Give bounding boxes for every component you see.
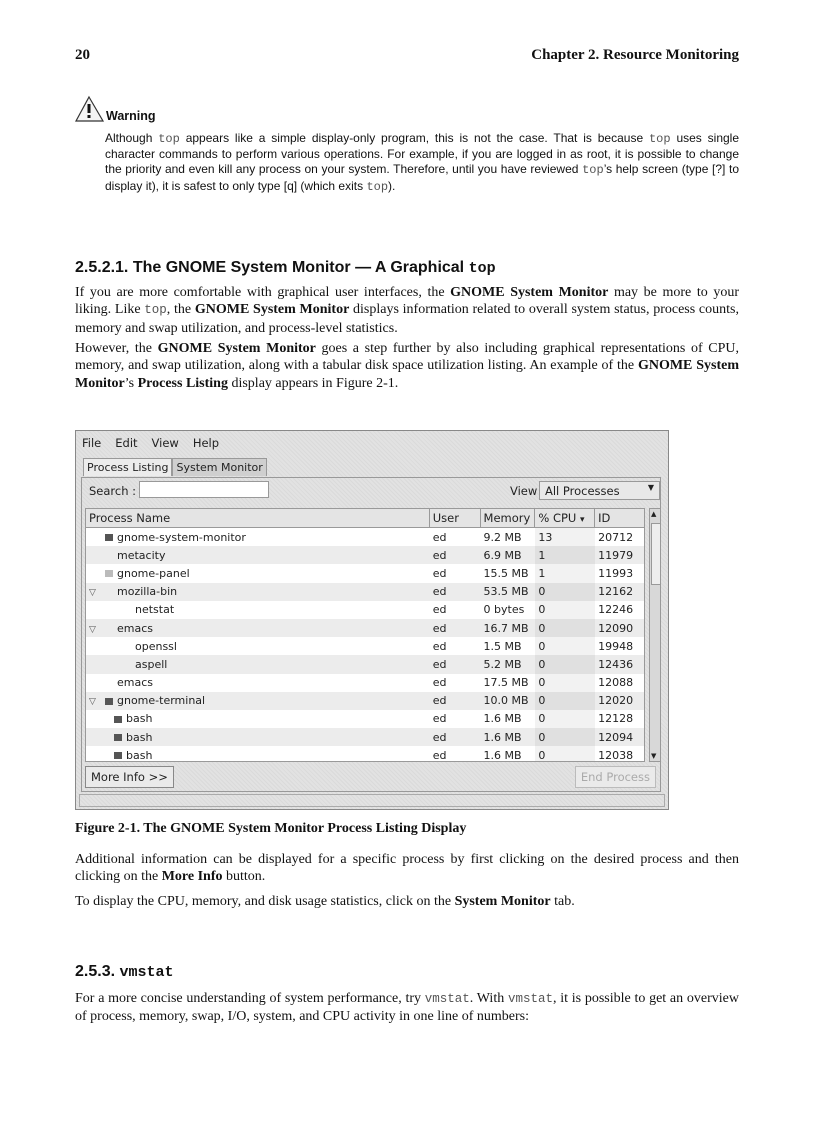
- pid-cell: 12020: [598, 694, 634, 708]
- process-app-icon: [105, 570, 113, 577]
- cpu-cell: 1: [535, 564, 595, 582]
- text-run: ’s help screen (type [?] to display it), it is safest to only type [q] (which exits: [105, 162, 740, 193]
- text-run: appears like a simple display-only program, this is not the case. That is because: [179, 131, 649, 145]
- process-name-cell: [86, 531, 430, 544]
- end-process-button[interactable]: End Process: [575, 766, 656, 788]
- cpu-cell: 0: [535, 692, 595, 710]
- cpu-cell: 0: [535, 655, 595, 673]
- bold-term: GNOME System Monitor: [157, 341, 316, 356]
- pid-cell: 12246: [598, 603, 634, 617]
- page-number: 20: [75, 47, 90, 63]
- menu-file[interactable]: File: [82, 436, 102, 450]
- memory-cell: 1.6 MB: [483, 730, 522, 744]
- memory-cell: 5.2 MB: [483, 657, 522, 671]
- tab-process-listing[interactable]: Process Listing: [83, 458, 172, 476]
- process-table: [85, 508, 645, 762]
- text-run: tab.: [550, 894, 575, 909]
- process-name-cell: [86, 749, 430, 762]
- chapter-title: Chapter 2. Resource Monitoring: [531, 47, 739, 63]
- process-name: openssl: [135, 639, 177, 653]
- table-body: [86, 528, 644, 762]
- menu-help[interactable]: Help: [192, 436, 220, 450]
- vmstat-paragraph: [75, 990, 739, 1026]
- table-header: [86, 509, 644, 528]
- user-cell: ed: [432, 730, 447, 744]
- process-name: gnome-panel: [117, 566, 190, 580]
- view-dropdown-value: All Processes: [545, 484, 620, 498]
- process-name: netstat: [135, 603, 175, 617]
- cpu-cell: 0: [535, 583, 595, 601]
- process-listing-panel: [81, 477, 661, 792]
- user-cell: ed: [432, 676, 447, 690]
- memory-cell: 10.0 MB: [483, 694, 529, 708]
- process-name: emacs: [117, 621, 154, 635]
- table-row[interactable]: [86, 674, 644, 692]
- memory-cell: 16.7 MB: [483, 621, 529, 635]
- text-run: , it is possible to get an overview of process, memory, swap, I/O, system, and CPU activity in one line of numbers:: [75, 991, 739, 1025]
- process-app-icon: [114, 734, 122, 741]
- cpu-cell: 0: [535, 674, 595, 692]
- warning-title: Warning: [106, 109, 156, 123]
- process-app-icon: [105, 534, 113, 541]
- table-row[interactable]: [86, 637, 644, 655]
- column-header-memory[interactable]: Memory: [481, 509, 536, 527]
- after-paragraph-2: [75, 893, 739, 910]
- scrollbar-thumb[interactable]: [651, 523, 661, 585]
- user-cell: ed: [432, 603, 447, 617]
- expander-triangle-icon[interactable]: ▽: [89, 588, 96, 599]
- figure-caption: Figure 2-1. The GNOME System Monitor Process Listing Display: [75, 821, 467, 836]
- user-cell: ed: [432, 657, 447, 671]
- menu-bar: [82, 436, 219, 450]
- text-run: ).: [388, 178, 396, 193]
- process-name: bash: [126, 712, 153, 726]
- process-name-cell: [86, 585, 430, 598]
- process-app-icon: [114, 752, 122, 759]
- expander-triangle-icon[interactable]: ▽: [89, 697, 96, 708]
- process-name-cell: [86, 622, 430, 635]
- pid-cell: 12162: [598, 585, 634, 599]
- table-row[interactable]: [86, 728, 644, 746]
- table-row[interactable]: [86, 601, 644, 619]
- process-name-cell: [86, 658, 430, 671]
- more-info-button[interactable]: More Info >>: [85, 766, 174, 788]
- process-app-icon: [114, 716, 122, 723]
- cpu-cell: 0: [535, 728, 595, 746]
- code-term: vmstat: [424, 992, 470, 1006]
- pid-cell: 12128: [598, 712, 634, 726]
- process-name-cell: [86, 694, 430, 707]
- pid-cell: 19948: [598, 639, 634, 653]
- cpu-cell: 0: [535, 637, 595, 655]
- process-name-cell: [86, 549, 430, 562]
- text-run: If you are more comfortable with graphical user interfaces, the: [75, 285, 451, 300]
- memory-cell: 1.6 MB: [483, 712, 522, 726]
- pid-cell: 11979: [598, 548, 634, 562]
- text-run: To display the CPU, memory, and disk usage statistics, click on the: [75, 894, 455, 909]
- pid-cell: 12088: [598, 676, 634, 690]
- code-term: top: [648, 132, 671, 146]
- column-header-process-name[interactable]: Process Name: [86, 509, 430, 527]
- text-run: ’s: [124, 375, 138, 391]
- table-row[interactable]: [86, 528, 644, 546]
- user-cell: ed: [432, 621, 447, 635]
- column-header-user[interactable]: User: [430, 509, 481, 527]
- section-heading-vmstat: 2.5.3. vmstat: [75, 963, 174, 981]
- user-cell: ed: [432, 694, 447, 708]
- cpu-cell: 0: [535, 746, 595, 762]
- memory-cell: 17.5 MB: [483, 676, 529, 690]
- pid-cell: 12090: [598, 621, 634, 635]
- memory-cell: 6.9 MB: [483, 548, 522, 562]
- table-row[interactable]: [86, 564, 644, 582]
- process-name-cell: [86, 676, 430, 689]
- code-term: top: [582, 163, 604, 178]
- menu-view[interactable]: View: [151, 436, 179, 450]
- process-app-icon: [105, 698, 113, 705]
- system-monitor-window: [75, 430, 669, 810]
- cpu-cell: 0: [535, 710, 595, 728]
- table-row[interactable]: [86, 692, 644, 710]
- text-run: However, the: [75, 341, 158, 356]
- process-name: bash: [126, 730, 153, 744]
- process-name-cell: [86, 712, 430, 725]
- scroll-down-arrow-icon[interactable]: ▼: [651, 752, 657, 760]
- memory-cell: 0 bytes: [483, 603, 525, 617]
- bold-term: More Info: [161, 869, 223, 885]
- user-cell: ed: [432, 530, 447, 544]
- bold-term: Process Listing: [137, 375, 228, 391]
- user-cell: ed: [432, 566, 447, 580]
- bold-term: GNOME System Monitor: [450, 285, 609, 300]
- pid-cell: 20712: [598, 530, 634, 544]
- cpu-cell: 0: [535, 601, 595, 619]
- memory-cell: 1.5 MB: [483, 639, 522, 653]
- text-run: goes a step further by also including graphical representations of CPU, memory, and swap utilization, along with a tabular disk space utilization listing. An example of the: [75, 341, 739, 374]
- cpu-cell: 1: [535, 546, 595, 564]
- user-cell: ed: [432, 712, 447, 726]
- text-run: . With: [469, 991, 508, 1006]
- tab-system-monitor[interactable]: System Monitor: [172, 458, 266, 476]
- view-label: View: [510, 484, 538, 498]
- bold-term: System Monitor: [454, 894, 551, 909]
- process-name: emacs: [117, 676, 154, 690]
- column-header-cpu[interactable]: % CPU ▾: [535, 509, 595, 527]
- menu-edit[interactable]: Edit: [115, 436, 138, 450]
- code-term: vmstat: [507, 992, 553, 1006]
- search-label: Search :: [89, 484, 137, 498]
- text-run: For a more concise understanding of system performance, try: [75, 991, 425, 1006]
- cpu-cell: 0: [535, 619, 595, 637]
- view-dropdown[interactable]: [539, 481, 660, 500]
- text-run: displays information related to overall system status, process counts, memory and swap utilization, and process-level statistics.: [75, 302, 739, 336]
- process-name: gnome-terminal: [117, 694, 206, 708]
- table-row[interactable]: [86, 710, 644, 728]
- column-header-id[interactable]: ID: [598, 511, 611, 525]
- process-name: mozilla-bin: [117, 585, 178, 599]
- code-term: top: [366, 179, 389, 194]
- memory-cell: 9.2 MB: [483, 530, 522, 544]
- code-term: top: [144, 303, 167, 318]
- user-cell: ed: [432, 639, 447, 653]
- section-paragraph-1: [75, 284, 739, 337]
- code-term: top: [158, 132, 180, 146]
- expander-triangle-icon[interactable]: ▽: [89, 624, 96, 635]
- bold-term: GNOME System Monitor: [75, 358, 739, 391]
- vertical-scrollbar[interactable]: [649, 508, 661, 762]
- text-run: Although: [105, 131, 159, 145]
- pid-cell: 11993: [598, 566, 634, 580]
- user-cell: ed: [432, 748, 447, 762]
- table-row[interactable]: [86, 619, 644, 637]
- pid-cell: 12436: [598, 657, 634, 671]
- table-row[interactable]: [86, 546, 644, 564]
- chevron-down-icon: ▼: [647, 483, 654, 492]
- user-cell: ed: [432, 548, 447, 562]
- text-run: Additional information can be displayed for a specific process by first clicking on the desired process and then clicking on the: [75, 852, 739, 885]
- after-paragraph-1: [75, 851, 739, 886]
- process-name-cell: [86, 603, 430, 616]
- process-name: aspell: [135, 657, 168, 671]
- table-row[interactable]: [86, 655, 644, 673]
- memory-cell: 53.5 MB: [483, 585, 529, 599]
- process-name: gnome-system-monitor: [117, 530, 246, 544]
- memory-cell: 1.6 MB: [483, 748, 522, 762]
- user-cell: ed: [432, 585, 447, 599]
- cpu-cell: 13: [535, 528, 595, 546]
- status-bar: [79, 794, 665, 807]
- table-row[interactable]: [86, 583, 644, 601]
- section-paragraph-2: [75, 340, 739, 392]
- text-run: display appears in Figure 2-1.: [227, 375, 399, 391]
- process-name-cell: [86, 640, 430, 653]
- sort-descending-icon: ▾: [579, 515, 585, 525]
- tab-bar: [83, 458, 267, 476]
- pid-cell: 12038: [598, 748, 634, 762]
- text-run: may be more to your liking. Like: [75, 285, 739, 318]
- bold-term: GNOME System Monitor: [194, 302, 350, 318]
- text-run: uses single character commands to perform various operations. For example, if you are logged in as root, it is possible to change the priority and even kill any process on your system. Therefore, until you have reviewed: [105, 131, 740, 177]
- search-input[interactable]: [139, 481, 269, 498]
- process-name-cell: [86, 567, 430, 580]
- section-heading-gnome-system-monitor: 2.5.2.1. The GNOME System Monitor — A Graphical top: [75, 259, 496, 277]
- pid-cell: 12094: [598, 730, 634, 744]
- process-name: bash: [126, 748, 153, 762]
- process-name-cell: [86, 731, 430, 744]
- text-run: , the: [166, 302, 195, 318]
- process-name: metacity: [117, 548, 166, 562]
- warning-triangle-icon: [75, 95, 105, 123]
- text-run: button.: [222, 869, 266, 885]
- table-row[interactable]: [86, 746, 644, 762]
- scroll-up-arrow-icon[interactable]: ▲: [651, 510, 657, 518]
- warning-body: [105, 131, 739, 195]
- memory-cell: 15.5 MB: [483, 566, 529, 580]
